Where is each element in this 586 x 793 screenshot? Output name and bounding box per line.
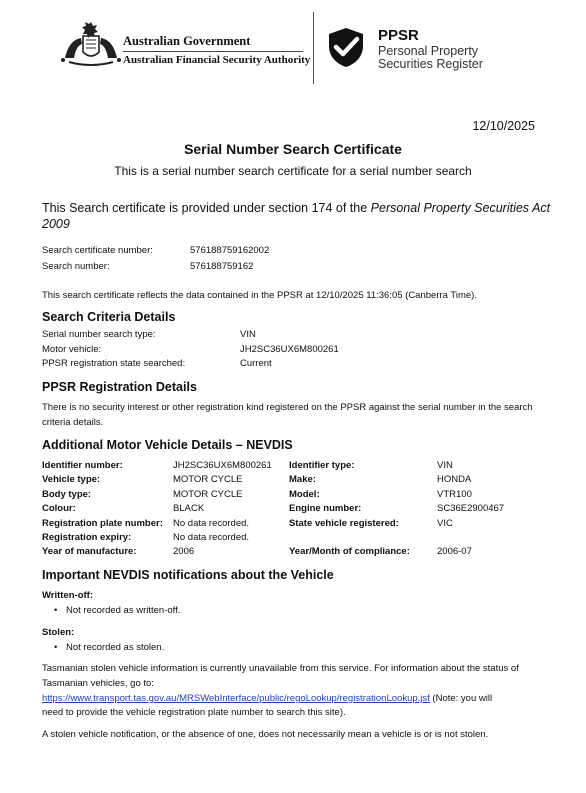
header-divider (313, 12, 314, 84)
criteria-heading: Search Criteria Details (42, 310, 176, 324)
nevdis-label: Body type: (42, 489, 92, 500)
tasmania-note-line2: need to provide the vehicle registration plate number to search this site). (42, 707, 346, 718)
nevdis-value: 2006 (173, 546, 195, 557)
nevdis-value: MOTOR CYCLE (173, 489, 243, 500)
nevdis-label: Identifier number: (42, 460, 123, 471)
tasmania-note-line1: (Note: you will (429, 693, 493, 704)
intro-act: Personal Property Securities Act 2009 (42, 201, 551, 231)
nevdis-label: Vehicle type: (42, 474, 101, 485)
gov-title: Australian Government (123, 34, 251, 48)
nevdis-value: VTR100 (437, 489, 472, 500)
nevdis-value: MOTOR CYCLE (173, 474, 243, 485)
criteria-value: Current (240, 358, 272, 369)
ppsr-title: PPSR (378, 27, 419, 44)
gov-subtitle: Australian Financial Security Authority (123, 54, 311, 66)
nevdis-value: HONDA (437, 474, 472, 485)
nevdis-label: Colour: (42, 503, 76, 514)
ppsr-subtitle-line1: Personal Property (378, 44, 479, 58)
criteria-value: VIN (240, 329, 256, 340)
written-off-label: Written-off: (42, 590, 94, 601)
ppsr-subtitle-line2: Securities Register (378, 57, 483, 71)
gov-divider (123, 51, 303, 52)
nevdis-value: VIN (437, 460, 453, 471)
search-number-label: Search number: (42, 261, 110, 272)
page-title: Serial Number Search Certificate (184, 141, 402, 157)
registration-heading: PPSR Registration Details (42, 380, 197, 394)
nevdis-label: Year/Month of compliance: (289, 546, 410, 557)
stolen-label: Stolen: (42, 627, 75, 638)
ppsr-shield-check-icon (325, 26, 367, 68)
intro-statement (42, 201, 552, 232)
nevdis-value: No data recorded. (173, 532, 250, 543)
cert-number-label: Search certificate number: (42, 245, 153, 256)
nevdis-label: State vehicle registered: (289, 518, 399, 529)
page-subtitle: This is a serial number search certificate for a serial number search (114, 164, 472, 178)
coat-of-arms-icon (55, 18, 127, 68)
reflects-statement: This search certificate reflects the data contained in the PPSR at 12/10/2025 11:36:05 (Canberra Time). (42, 290, 477, 301)
nevdis-value: No data recorded. (173, 518, 250, 529)
nevdis-label: Identifier type: (289, 460, 355, 471)
nevdis-label: Engine number: (289, 503, 362, 514)
nevdis-label: Registration plate number: (42, 518, 163, 529)
nevdis-label: Make: (289, 474, 316, 485)
criteria-label: PPSR registration state searched: (42, 358, 186, 369)
criteria-label: Serial number search type: (42, 329, 156, 340)
nevdis-value: JH2SC36UX6M800261 (173, 460, 272, 471)
notifications-heading: Important NEVDIS notifications about the Vehicle (42, 568, 334, 582)
tasmania-link-line (42, 692, 557, 707)
stolen-value: • Not recorded as stolen. (66, 642, 164, 653)
certificate-date: 12/10/2025 (472, 119, 535, 133)
tasmania-link[interactable]: https://www.transport.tas.gov.au/MRSWebInterface/public/regoLookup/registrationLookup.jsf (42, 693, 430, 704)
criteria-label: Motor vehicle: (42, 344, 102, 355)
search-number-value: 576188759162 (190, 261, 254, 272)
nevdis-heading: Additional Motor Vehicle Details – NEVDIS (42, 438, 293, 452)
nevdis-value: VIC (437, 518, 453, 529)
nevdis-label: Registration expiry: (42, 532, 132, 543)
nevdis-value: 2006-07 (437, 546, 472, 557)
intro-prefix: This Search certificate is provided under section 174 of the (42, 201, 371, 215)
nevdis-label: Model: (289, 489, 320, 500)
criteria-value: JH2SC36UX6M800261 (240, 344, 339, 355)
written-off-value: • Not recorded as written-off. (66, 605, 180, 616)
disclaimer: A stolen vehicle notification, or the absence of one, does not necessarily mean a vehicle is or is not stolen. (42, 729, 489, 740)
tasmania-statement: Tasmanian stolen vehicle information is currently unavailable from this service. For information about the status of Tasmanian vehicles, go to: (42, 663, 519, 689)
registration-text: There is no security interest or other registration kind registered on the PPSR against the serial number in the search criteria details. (42, 402, 533, 428)
cert-number-value: 576188759162002 (190, 245, 270, 256)
nevdis-label: Year of manufacture: (42, 546, 137, 557)
nevdis-value: SC36E2900467 (437, 503, 505, 514)
nevdis-value: BLACK (173, 503, 205, 514)
